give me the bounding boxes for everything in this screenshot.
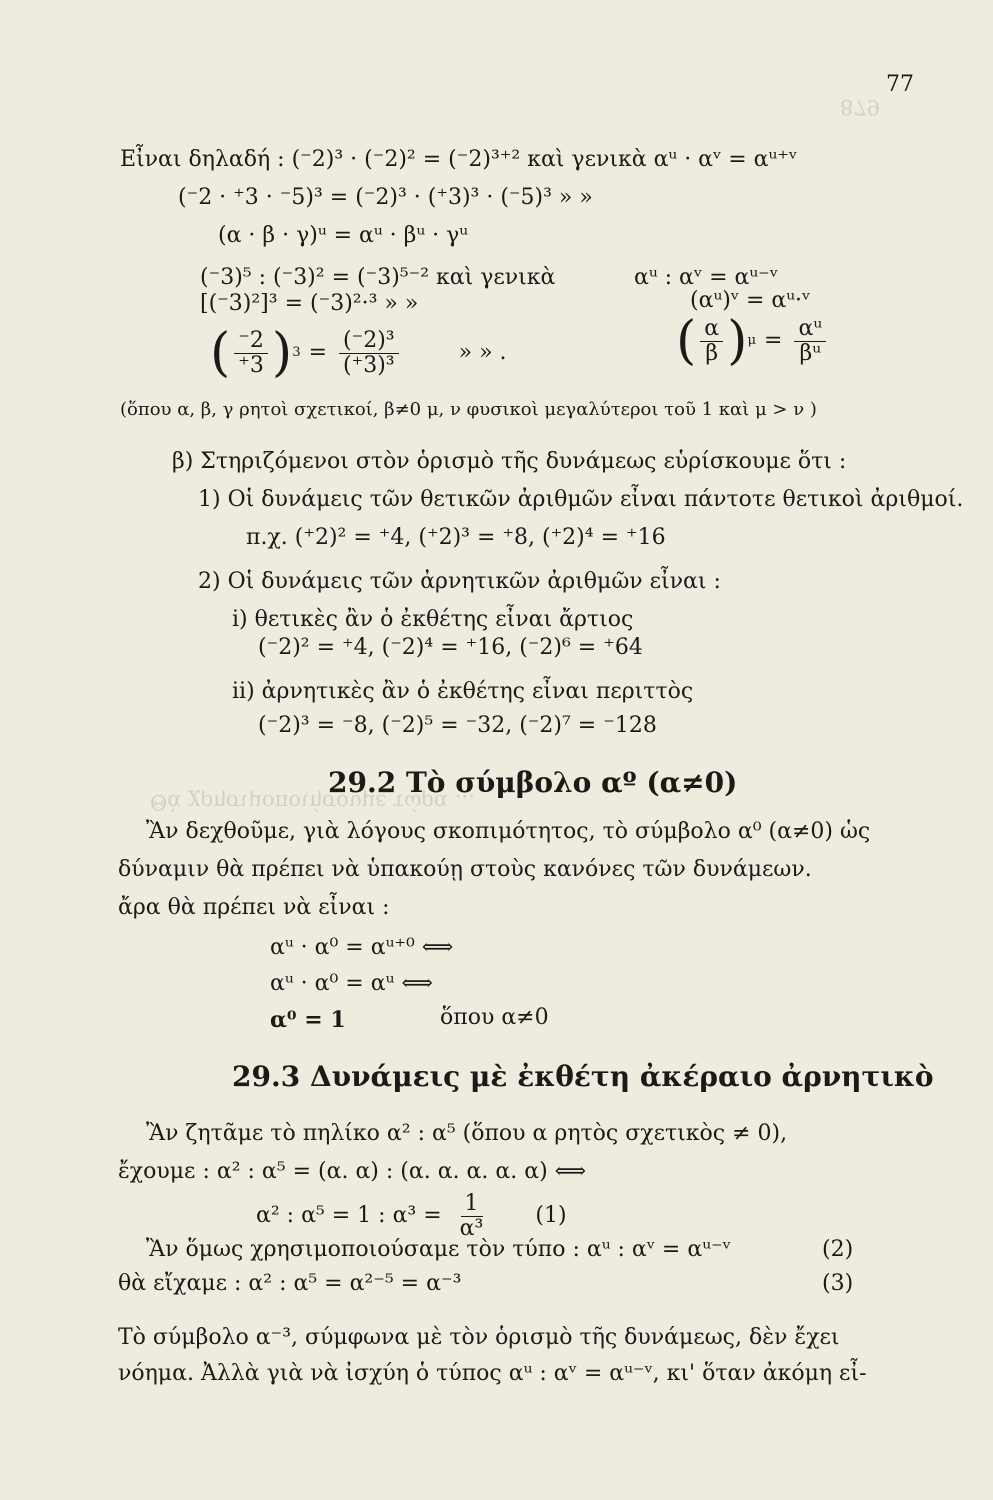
equation-tag: (2)	[822, 1237, 854, 1262]
section-heading: 29.2 Τὸ σύμβολο αº (α≠0)	[328, 766, 738, 799]
equation-line: [(⁻3)²]³ = (⁻3)²·³ » »	[200, 291, 419, 316]
equation-line: (⁻2)³ = ⁻8, (⁻2)⁵ = ⁻32, (⁻2)⁷ = ⁻128	[258, 713, 657, 738]
text-line: Ἂν ζητᾶμε τὸ πηλίκο α² : α⁵ (ὅπου α ρητὸς σχετικὸς ≠ 0),	[146, 1121, 788, 1146]
equation-tag: (3)	[822, 1271, 854, 1296]
note-line: (ὅπου α, β, γ ρητοὶ σχετικοί, β≠0 μ, ν φυσικοὶ μεγαλύτεροι τοῦ 1 καὶ μ > ν )	[120, 399, 817, 420]
text-line: 2) Οἱ δυνάμεις τῶν ἀρνητικῶν ἀριθμῶν εἶναι :	[198, 569, 721, 594]
equation-line: α² : α⁵ = 1 : α³ = $\frac{1}{\text{α³}}$ (1)	[256, 1190, 567, 1241]
equation-line: (⁻2)² = ⁺4, (⁻2)⁴ = ⁺16, (⁻2)⁶ = ⁺64	[258, 635, 643, 660]
bleed-through-decoration: 879	[840, 95, 881, 119]
equation-line: θὰ εἴχαμε : α² : α⁵ = α²⁻⁵ = α⁻³	[118, 1271, 462, 1296]
equation-line: π.χ. (⁺2)² = ⁺4, (⁺2)³ = ⁺8, (⁺2)⁴ = ⁺16	[246, 525, 666, 550]
equation-line: ἔχουμε : α² : α⁵ = (α. α) : (α. α. α. α. α) ⟺	[118, 1159, 587, 1184]
text-line: ἄρα θὰ πρέπει νὰ εἶναι :	[118, 895, 390, 920]
text-line: Ἂν ὅμως χρησιμοποιούσαμε τὸν τύπο : αᵘ : αᵛ = αᵘ⁻ᵛ	[146, 1237, 731, 1262]
equation-line: Εἶναι δηλαδή : (⁻2)³ · (⁻2)² = (⁻2)³⁺² καὶ γενικὰ αᵘ · αᵛ = αᵘ⁺ᵛ	[120, 147, 798, 172]
text-line: νόημα. Ἀλλὰ γιὰ νὰ ἰσχύη ὁ τύπος αᵘ : αᵛ = αᵘ⁻ᵛ, κι' ὅταν ἀκόμη εἶ-	[118, 1361, 867, 1386]
page-number: 77	[886, 72, 914, 97]
fraction-rule: ( $\frac{\alpha}{\beta}$ ) μ = $\frac{\text{αᵘ}}{\text{βᵘ}}$	[676, 306, 830, 376]
text-line: δύναμιν θὰ πρέπει νὰ ὑπακούῃ στοὺς κανόνες τῶν δυνάμεων.	[118, 857, 812, 882]
text-line: β) Στηριζόμενοι στὸν ὁρισμὸ τῆς δυνάμεως εὑρίσκουμε ὅτι :	[172, 449, 847, 474]
condition-text: ὅπου α≠0	[440, 1005, 549, 1030]
result-equation: α⁰ = 1	[270, 1007, 346, 1033]
text-line: 1) Οἱ δυνάμεις τῶν θετικῶν ἀριθμῶν εἶναι πάντοτε θετικοὶ ἀριθμοί.	[198, 487, 964, 512]
section-heading: 29.3 Δυνάμεις μὲ ἐκθέτη ἀκέραιο ἀρνητικὸ	[232, 1060, 934, 1093]
equation-line: αᵘ · α⁰ = αᵘ ⟺	[270, 971, 433, 996]
equation-line: (αᵘ)ᵛ = αᵘ·ᵛ	[690, 288, 811, 313]
equation-line: (α · β · γ)ᵘ = αᵘ · βᵘ · γᵘ	[218, 223, 469, 248]
text-line: Τὸ σύμβολο α⁻³, σύμφωνα μὲ τὸν ὁρισμὸ τῆς δυνάμεως, δὲν ἔχει	[118, 1325, 840, 1350]
equation-line: αᵘ : αᵛ = αᵘ⁻ᵛ	[634, 265, 778, 290]
text-line: i) θετικὲς ἂν ὁ ἐκθέτης εἶναι ἄρτιος	[232, 607, 634, 632]
text-line: Ἂν δεχθοῦμε, γιὰ λόγους σκοπιμότητος, τὸ σύμβολο α⁰ (α≠0) ὡς	[146, 819, 871, 844]
equation-line: (⁻2 · ⁺3 · ⁻5)³ = (⁻2)³ · (⁺3)³ · (⁻5)³ » »	[178, 185, 593, 210]
equation-line: (⁻3)⁵ : (⁻3)² = (⁻3)⁵⁻² καὶ γενικὰ	[200, 265, 556, 290]
bleed-through-decoration: Θὰ χρησιμοποιήσουμε τώρα ...	[150, 790, 475, 814]
fraction-equation: ( $\frac{^-2}{^+3}$ ) 3 = $\frac{\text{(⁻2)³}}{\text{(⁺3)³}}$ » » .	[210, 323, 507, 383]
text-line: ii) ἀρνητικὲς ἂν ὁ ἐκθέτης εἶναι περιττὸς	[232, 679, 694, 704]
equation-line: αᵘ · α⁰ = αᵘ⁺⁰ ⟺	[270, 935, 454, 960]
